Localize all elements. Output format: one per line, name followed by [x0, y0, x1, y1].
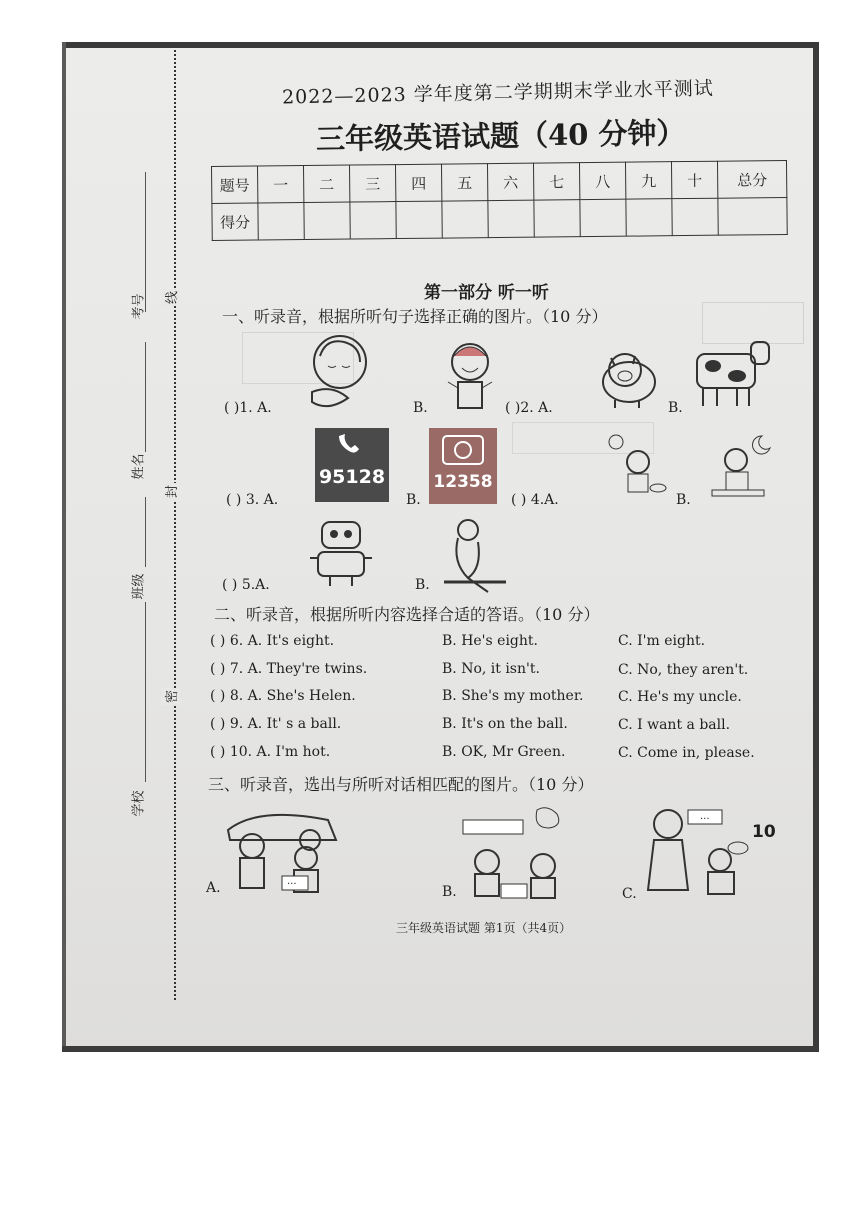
- score-blank[interactable]: [258, 203, 304, 240]
- q7-option-a: ( ) 7. A. They're twins.: [210, 661, 368, 677]
- photo-edge-left: [62, 42, 66, 1052]
- score-cell-10: 十: [671, 161, 717, 198]
- score-blank[interactable]: [626, 199, 672, 236]
- picture-c-bubble-text: ...: [700, 811, 710, 822]
- robot-picture: [308, 514, 374, 590]
- q9-option-c: C. I want a ball.: [618, 717, 731, 733]
- score-table-score-row: [212, 197, 787, 240]
- score-blank[interactable]: [350, 202, 396, 239]
- sleeping-baby-picture: [302, 332, 372, 412]
- part-one-title: 第一部分 听一听: [424, 283, 549, 303]
- score-cell-5: 五: [441, 164, 487, 201]
- q10-option-b: B. OK, Mr Green.: [442, 744, 566, 760]
- section-three-heading: 三、听录音，选出与所听对话相匹配的图片。（10 分）: [208, 775, 594, 794]
- seal-secret: 密: [161, 688, 180, 705]
- q3-option-b: B.: [406, 492, 421, 508]
- label-name: 姓名: [131, 453, 147, 480]
- score-cell-6: 六: [487, 163, 533, 200]
- q1-option-b: B.: [413, 400, 428, 416]
- q8-option-b: B. She's my mother.: [442, 688, 584, 704]
- score-blank[interactable]: [488, 200, 534, 237]
- q8-option-a: ( ) 8. A. She's Helen.: [210, 688, 356, 704]
- q10-option-a: ( ) 10. A. I'm hot.: [210, 744, 331, 760]
- score-blank[interactable]: [304, 202, 350, 239]
- option-a-label: A.: [206, 880, 221, 896]
- margin-line-school: [145, 602, 146, 782]
- exam-page-photo: [62, 42, 819, 1052]
- q9-option-b: B. It's on the ball.: [442, 716, 568, 732]
- seal-seal: 封: [161, 483, 180, 500]
- score-blank[interactable]: [672, 198, 718, 235]
- mobile-phone-icon: [315, 428, 389, 458]
- q1-label: ( )1. A.: [224, 400, 272, 416]
- photo-edge-bottom: [62, 1046, 819, 1052]
- margin-line-class: [145, 497, 146, 567]
- phone-number-12358: 12358: [433, 472, 493, 492]
- score-cell-8: 八: [579, 162, 625, 199]
- q5-option-b: B.: [415, 577, 430, 593]
- score-blank[interactable]: [396, 201, 442, 238]
- score-cell-1: 一: [258, 166, 304, 203]
- q4-option-b: B.: [676, 492, 691, 508]
- score-cell-3: 三: [349, 165, 395, 202]
- phone-number-card-b: [429, 428, 497, 504]
- photo-edge-right: [813, 42, 819, 1052]
- pig-picture: [595, 342, 661, 412]
- q5-label: ( ) 5.A.: [222, 577, 270, 593]
- seal-line: 线: [161, 289, 180, 306]
- q6-option-b: B. He's eight.: [442, 633, 538, 649]
- score-table-header-row: [212, 160, 787, 203]
- score-cell-total: 总分: [717, 160, 786, 198]
- margin-line-name: [145, 342, 146, 452]
- score-blank[interactable]: [534, 200, 580, 237]
- score-table: [211, 160, 788, 241]
- score-cell-4: 四: [395, 164, 441, 201]
- crying-kid-picture: [440, 338, 500, 414]
- q3-label: ( ) 3. A.: [226, 492, 279, 508]
- score-cell-2: 二: [304, 165, 350, 202]
- picture-a-bubble-text: ...: [287, 876, 297, 887]
- cow-picture: [689, 332, 775, 412]
- score-cell-9: 九: [625, 162, 671, 199]
- q2-option-b: B.: [668, 400, 683, 416]
- score-blank[interactable]: [442, 201, 488, 238]
- phone-number-95128: 95128: [318, 466, 386, 488]
- score-blank-total[interactable]: [718, 197, 787, 235]
- cake-number-label: 10: [752, 822, 776, 842]
- exam-year-title: 2022—2023 学年度第二学期期末学业水平测试: [281, 77, 714, 109]
- section-one-heading: 一、听录音，根据所听句子选择正确的图片。（10 分）: [222, 307, 608, 326]
- exam-subject-title: 三年级英语试题（40 分钟）: [315, 115, 686, 157]
- q4-label: ( ) 4.A.: [511, 492, 559, 508]
- option-b-label: B.: [442, 884, 457, 900]
- q9-option-a: ( ) 9. A. It' s a ball.: [210, 716, 342, 732]
- score-cell-7: 七: [533, 163, 579, 200]
- binding-dotted-line: [174, 50, 176, 1000]
- score-row-label: 得分: [212, 203, 258, 240]
- telephone-icon: [429, 428, 497, 468]
- q6-option-c: C. I'm eight.: [618, 633, 706, 649]
- phone-number-card-a: [315, 428, 389, 502]
- q2-label: ( )2. A.: [505, 400, 553, 416]
- label-exam-number: 考号: [131, 293, 147, 320]
- picture-c-woman-and-boy: [640, 804, 750, 902]
- q7-option-c: C. No, they aren't.: [618, 662, 749, 678]
- q6-option-a: ( ) 6. A. It's eight.: [210, 633, 335, 649]
- q7-option-b: B. No, it isn't.: [442, 661, 540, 677]
- score-blank[interactable]: [580, 199, 626, 236]
- margin-line-exam-number: [145, 172, 146, 312]
- photo-edge-top: [62, 42, 819, 48]
- boy-eating-night-picture: [702, 430, 776, 502]
- picture-b-kids-in-park: [457, 804, 567, 902]
- q10-option-c: C. Come in, please.: [618, 745, 755, 761]
- section-two-heading: 二、听录音，根据所听内容选择合适的答语。（10 分）: [214, 605, 600, 624]
- label-class: 班级: [131, 573, 147, 600]
- parrot-picture: [440, 516, 510, 594]
- option-c-label: C.: [622, 886, 637, 902]
- picture-a-boys-and-car: [220, 804, 340, 900]
- boy-eating-morning-picture: [602, 432, 674, 502]
- label-school: 学校: [131, 790, 147, 817]
- q8-option-c: C. He's my uncle.: [618, 689, 742, 705]
- score-cell-label: 题号: [212, 166, 258, 203]
- page-footer: 三年级英语试题 第1页（共4页）: [396, 921, 572, 935]
